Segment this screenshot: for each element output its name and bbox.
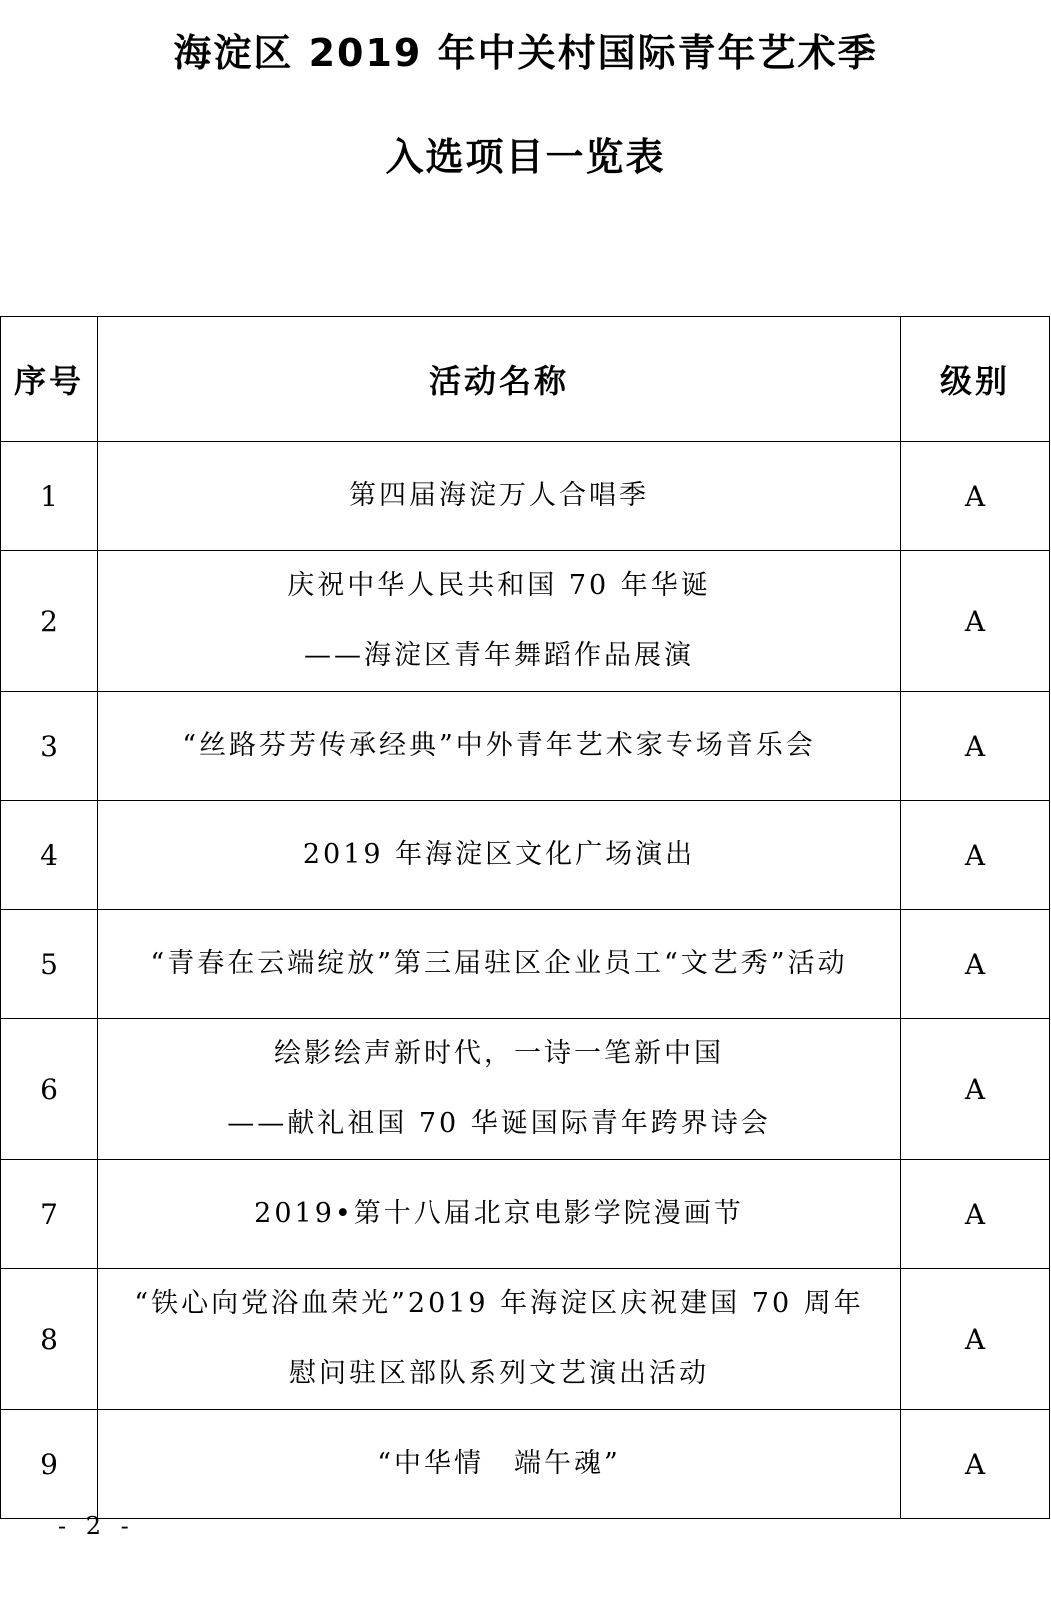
table-row [1,692,1050,801]
table-row [1,1160,1050,1269]
activity-name-line: “青春在云端绽放”第三届驻区企业员工“文艺秀”活动 [150,948,848,979]
activity-name-line: “丝路芬芳传承经典”中外青年艺术家专场音乐会 [182,730,816,761]
row-activity-name [98,1269,901,1410]
activity-name-line: “铁心向党浴血荣光”2019 年海淀区庆祝建国 70 周年 [134,1288,864,1319]
row-activity-name [98,910,901,1019]
activity-name-line: 绘影绘声新时代，一诗一笔新中国 [274,1038,724,1069]
document-title: 海淀区 2019 年中关村国际青年艺术季 [173,31,878,75]
header-activity-name: 活动名称 [98,317,901,442]
row-level: A [901,1269,1050,1410]
row-index: 2 [1,551,98,692]
document-subtitle: 入选项目一览表 [385,135,666,179]
activity-name-line: 庆祝中华人民共和国 70 年华诞 [287,570,711,601]
row-level: A [901,692,1050,801]
row-index: 9 [1,1410,98,1519]
row-index: 5 [1,910,98,1019]
activity-name-line: 第四届海淀万人合唱季 [349,480,649,511]
table-row [1,442,1050,551]
row-activity-name [98,1410,901,1519]
row-index: 1 [1,442,98,551]
row-activity-name [98,1019,901,1160]
row-index: 6 [1,1019,98,1160]
table-header-row [1,317,1050,442]
table-row [1,801,1050,910]
activity-name-line: 慰问驻区部队系列文艺演出活动 [289,1358,709,1389]
row-activity-name [98,1160,901,1269]
header-index: 序号 [1,317,98,442]
row-level: A [901,1410,1050,1519]
activity-name-line: ——海淀区青年舞蹈作品展演 [304,640,694,671]
row-index: 4 [1,801,98,910]
row-level: A [901,801,1050,910]
row-level: A [901,1160,1050,1269]
row-level: A [901,551,1050,692]
table-row [1,1019,1050,1160]
table-row [1,1269,1050,1410]
row-activity-name [98,801,901,910]
row-level: A [901,1019,1050,1160]
table-row [1,910,1050,1019]
row-level: A [901,910,1050,1019]
activity-name-line: “中华情 端午魂” [377,1448,621,1479]
header-level: 级别 [901,317,1050,442]
table-row [1,1410,1050,1519]
row-index: 8 [1,1269,98,1410]
row-index: 7 [1,1160,98,1269]
activity-name-line: 2019•第十八届北京电影学院漫画节 [254,1198,744,1229]
row-activity-name [98,692,901,801]
page-number: - 2 - [58,1512,135,1540]
activity-name-line: 2019 年海淀区文化广场演出 [302,839,696,870]
row-level: A [901,442,1050,551]
row-activity-name [98,551,901,692]
activity-name-line: ——献礼祖国 70 华诞国际青年跨界诗会 [227,1108,771,1139]
row-index: 3 [1,692,98,801]
table-row [1,551,1050,692]
row-activity-name [98,442,901,551]
projects-table [0,316,1050,1519]
